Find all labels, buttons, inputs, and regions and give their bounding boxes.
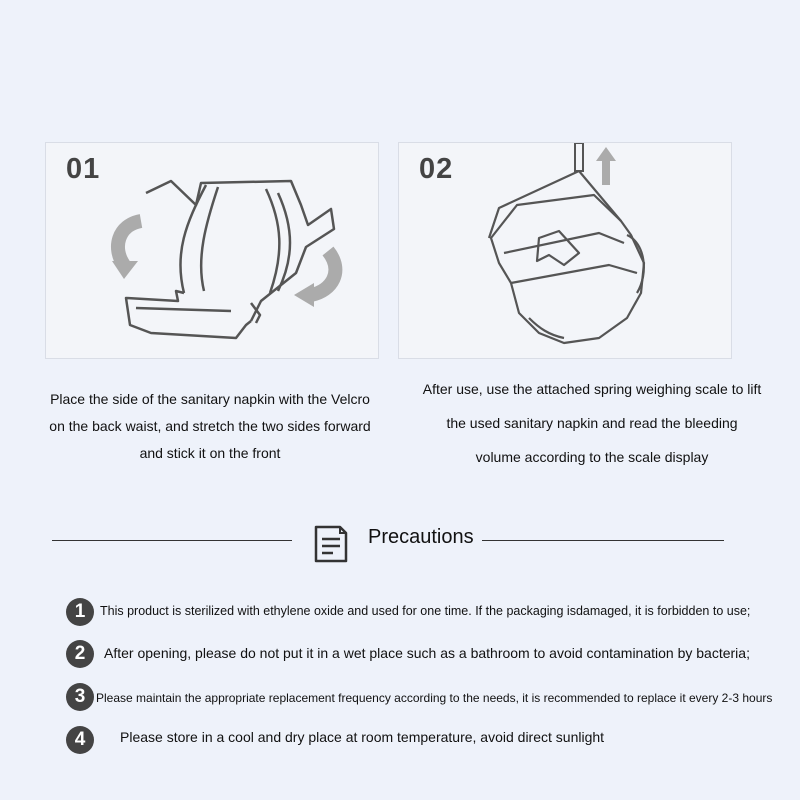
number-badge: 2	[66, 640, 94, 668]
step-2-caption-line: After use, use the attached spring weighing scale to lift	[422, 381, 762, 397]
step-2-caption	[392, 372, 792, 474]
number-badge: 1	[66, 598, 94, 626]
spring-scale	[575, 143, 583, 171]
precaution-item	[0, 640, 800, 672]
divider-right	[482, 540, 724, 541]
lift-arrow	[602, 159, 610, 185]
number-badge: 4	[66, 726, 94, 754]
step-1-caption-line: and stick it on the front	[139, 445, 281, 461]
precaution-text: After opening, please do not put it in a wet place such as a bathroom to avoid contamination by bacteria;	[104, 645, 750, 661]
precaution-text: Please maintain the appropriate replacement frequency according to the needs, it is recommended to replace it every 2-3 hours	[96, 691, 773, 705]
divider-left	[52, 540, 292, 541]
precautions-title: Precautions	[368, 526, 474, 548]
step-1-caption-line: on the back waist, and stretch the two sides forward	[49, 418, 371, 434]
step-2-panel	[398, 142, 732, 359]
step-2-caption-line: the used sanitary napkin and read the bleeding	[446, 415, 738, 431]
precaution-item	[0, 598, 800, 630]
precaution-item	[0, 683, 800, 715]
number-badge: 3	[66, 683, 94, 711]
document-icon	[313, 524, 349, 564]
precaution-text: This product is sterilized with ethylene oxide and used for one time. If the packaging isdamaged, it is forbidden to use;	[100, 604, 751, 618]
step-1-caption-line: Place the side of the sanitary napkin with the Velcro	[50, 391, 370, 407]
step-2-number: 02	[419, 153, 454, 185]
precaution-text: Please store in a cool and dry place at room temperature, avoid direct sunlight	[120, 729, 605, 745]
rotate-arrow-right	[311, 251, 335, 295]
step-1-number: 01	[66, 153, 101, 185]
step-2-caption-line: volume according to the scale display	[475, 449, 709, 465]
rotate-arrow-left	[118, 221, 141, 265]
precaution-item	[0, 726, 800, 758]
step-1-panel	[45, 142, 379, 359]
step-1-caption	[25, 386, 395, 467]
